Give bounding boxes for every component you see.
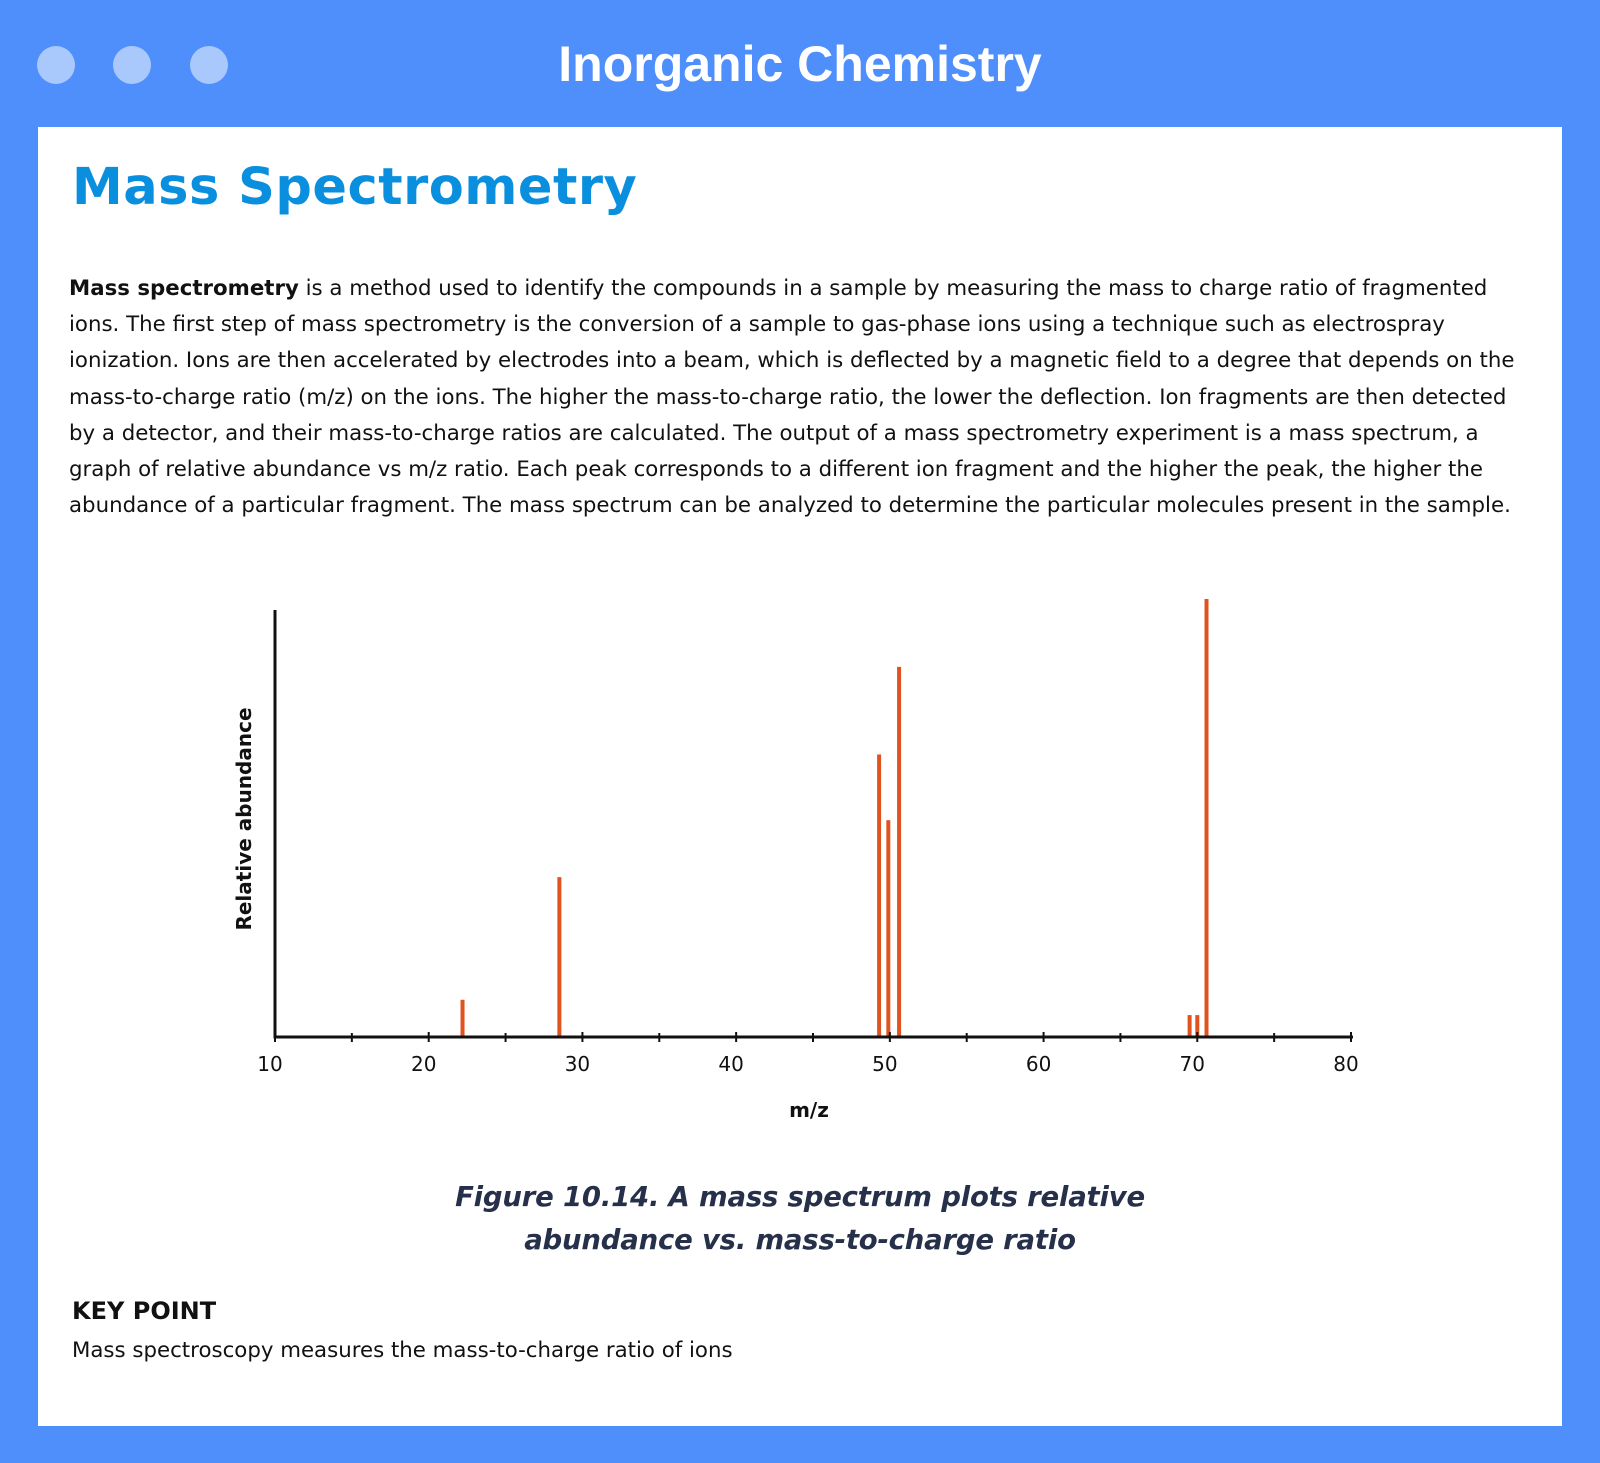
x-tick-label: 10	[257, 1052, 283, 1076]
caption-line-1: Figure 10.14. A mass spectrum plots relative	[455, 1181, 1145, 1213]
content-panel	[38, 127, 1562, 1426]
spectrum-peak	[1188, 1015, 1192, 1037]
window-title: Inorganic Chemistry	[558, 36, 1042, 92]
x-axis-label: m/z	[789, 1098, 829, 1122]
key-point-text: Mass spectroscopy measures the mass-to-charge ratio of ions	[72, 1338, 733, 1363]
intro-text: is a method used to identify the compounds in a sample by measuring the mass to charge ratio of fragmented ions. The first step of mass spectrometry is the conversion of a sample to gas-phase ions using a technique such as electrospray ionization. Ions are then accelerated by electrodes into a beam, which is deflected by a magnetic field to a degree that depends on the mass-to-charge ratio (m/z) on the ions. The higher the mass-to-charge ratio, the lower the deflection. Ion fragments are then detected by a detector, and their mass-to-charge ratios are calculated. The output of a mass spectrometry experiment is a mass spectrum, a graph of relative abundance vs m/z ratio. Each peak corresponds to a different ion fragment and the higher the peak, the higher the abundance of a particular fragment. The mass spectrum can be analyzed to determine the particular molecules present in the sample.	[69, 276, 1515, 519]
x-tick-label: 50	[872, 1052, 898, 1076]
x-axis-ticks	[257, 1032, 1358, 1076]
spectrum-peak	[877, 754, 881, 1037]
x-tick-label: 70	[1179, 1052, 1206, 1076]
x-tick-label: 60	[1025, 1052, 1052, 1076]
x-tick-label: 30	[564, 1052, 591, 1076]
x-tick-label: 80	[1333, 1052, 1359, 1076]
intro-bold-term: Mass spectrometry	[69, 276, 299, 301]
figure-caption	[38, 1176, 1562, 1262]
window-titlebar	[0, 0, 1600, 127]
page-title: Mass Spectrometry	[72, 158, 638, 217]
spectrum-peak	[897, 667, 901, 1037]
spectrum-peak	[1205, 599, 1209, 1037]
spectrum-peak	[886, 820, 890, 1037]
x-tick-label: 20	[410, 1052, 437, 1076]
spectrum-peak	[461, 1000, 465, 1037]
chart-peaks	[461, 599, 1209, 1037]
spectrum-peak	[557, 877, 561, 1037]
caption-line-2: abundance vs. mass-to-charge ratio	[524, 1224, 1076, 1256]
mass-spectrum-chart	[38, 127, 1562, 1167]
y-axis-label: Relative abundance	[232, 707, 256, 931]
x-tick-label: 40	[718, 1052, 744, 1076]
key-point-heading: KEY POINT	[72, 1297, 217, 1325]
